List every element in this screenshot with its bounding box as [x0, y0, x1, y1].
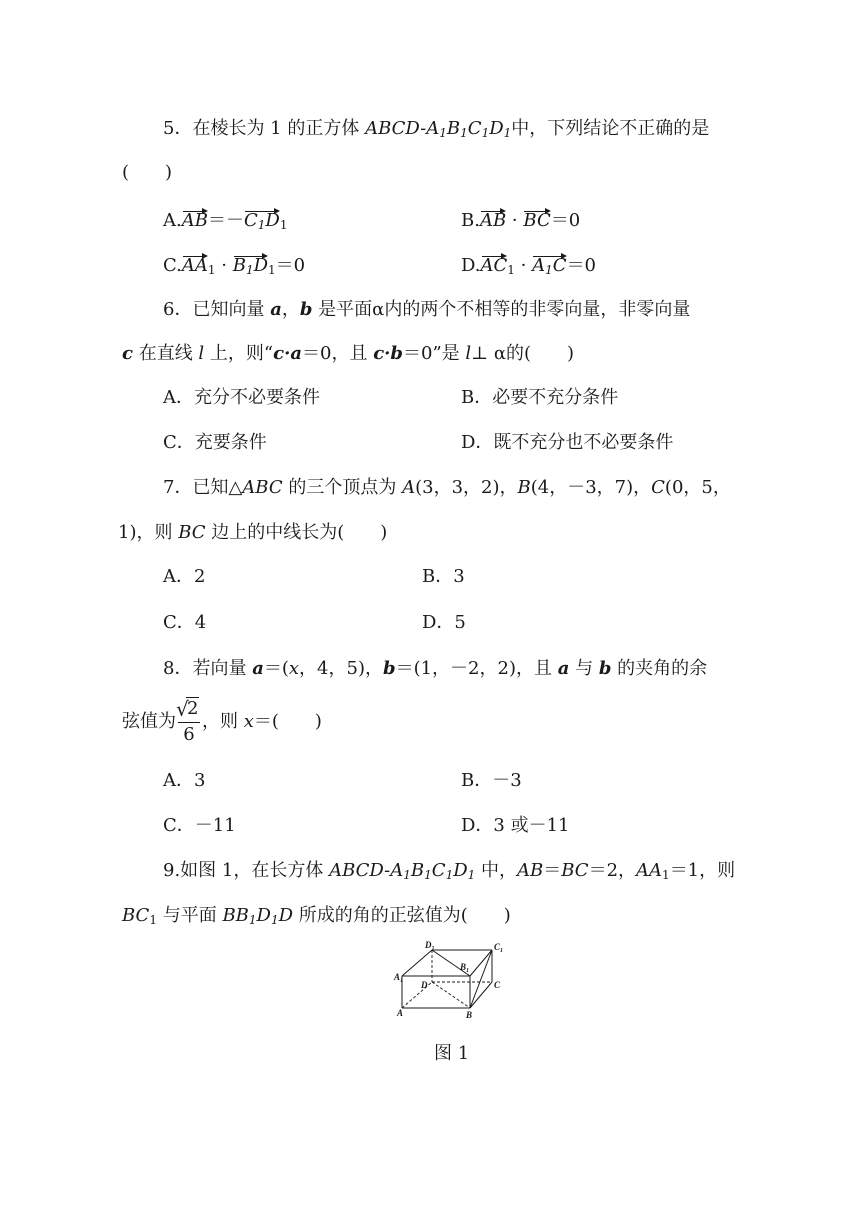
q8-stem-line2: 弦值为 √ 2 6 ，则 x＝( )	[122, 697, 322, 745]
q8-option-a[interactable]: A．3	[163, 770, 206, 791]
label-A1: $A_1$	[394, 972, 404, 984]
label-D: D	[421, 980, 428, 990]
q5-stem-line1: 5．在棱长为 1 的正方体 ABCD-$A_1B_1C_1D_1$中，下列结论不正确的是	[163, 118, 710, 140]
label-A: A	[397, 1008, 404, 1018]
q9-stem-line1: 9.如图 1，在长方体 ABCD-$A_1B_1C_1D_1$ 中，AB＝BC＝2，$AA_1=1$，则	[163, 860, 736, 882]
q8-stem-line1: 8．若向量 a＝(x，4，5)，b＝(1，－2，2)，且 a 与 b 的夹角的余	[163, 658, 708, 679]
q7-option-d[interactable]: D．5	[422, 612, 466, 633]
q5-option-c[interactable]: $C.AA_1 \cdot B_1D_1=0$	[163, 252, 305, 280]
q5-option-d[interactable]: $D.AC_1 \cdot A_1C=0$	[461, 252, 596, 280]
q6-stem-line1: 6．已知向量 a，b 是平面α内的两个不相等的非零向量，非零向量	[163, 299, 691, 320]
figure-caption: 图 1	[434, 1043, 470, 1064]
q6-option-d[interactable]: D．既不充分也不必要条件	[461, 432, 674, 453]
q8-option-c[interactable]: C．－11	[163, 815, 236, 836]
label-C1: $C_1$	[494, 942, 504, 954]
q6-option-b[interactable]: B．必要不充分条件	[461, 387, 619, 408]
q7-stem-line2: 1)，则 BC 边上的中线长为( )	[118, 522, 388, 543]
q7-option-a[interactable]: A．2	[163, 566, 206, 587]
sqrt2-over-6-fraction: √ 2 6	[176, 697, 199, 745]
label-D1: $D_1$	[425, 940, 435, 952]
q7-option-c[interactable]: C．4	[163, 612, 207, 633]
q6-stem-line2: c 在直线 l 上，则“c·a＝0，且 c·b＝0”是 l⊥ α的( )	[122, 343, 575, 364]
q5-answer-paren: ( )	[122, 162, 173, 183]
q7-option-b[interactable]: B．3	[422, 566, 465, 587]
q6-option-c[interactable]: C．充要条件	[163, 432, 267, 453]
q8-option-b[interactable]: B．－3	[461, 770, 522, 791]
q5-option-a[interactable]: $A.AB=-C_1D_1$	[163, 207, 287, 235]
q8-option-d[interactable]: D．3 或－11	[461, 815, 570, 836]
label-B1: $B_1$	[460, 962, 470, 974]
label-B: B	[466, 1010, 473, 1020]
q9-stem-line2: $BC_1$ 与平面 $BB_1D_1D$ 所成的角的正弦值为( )	[122, 905, 511, 927]
q6-option-a[interactable]: A．充分不必要条件	[163, 387, 320, 408]
cuboid-figure	[388, 938, 518, 1028]
q7-stem-line1: 7．已知△ABC 的三个顶点为 A(3，3，2)，B(4，－3，7)，C(0，5，	[163, 477, 731, 498]
q5-option-b[interactable]: B.AB · BC＝0	[461, 207, 580, 235]
label-C: C	[494, 980, 501, 990]
